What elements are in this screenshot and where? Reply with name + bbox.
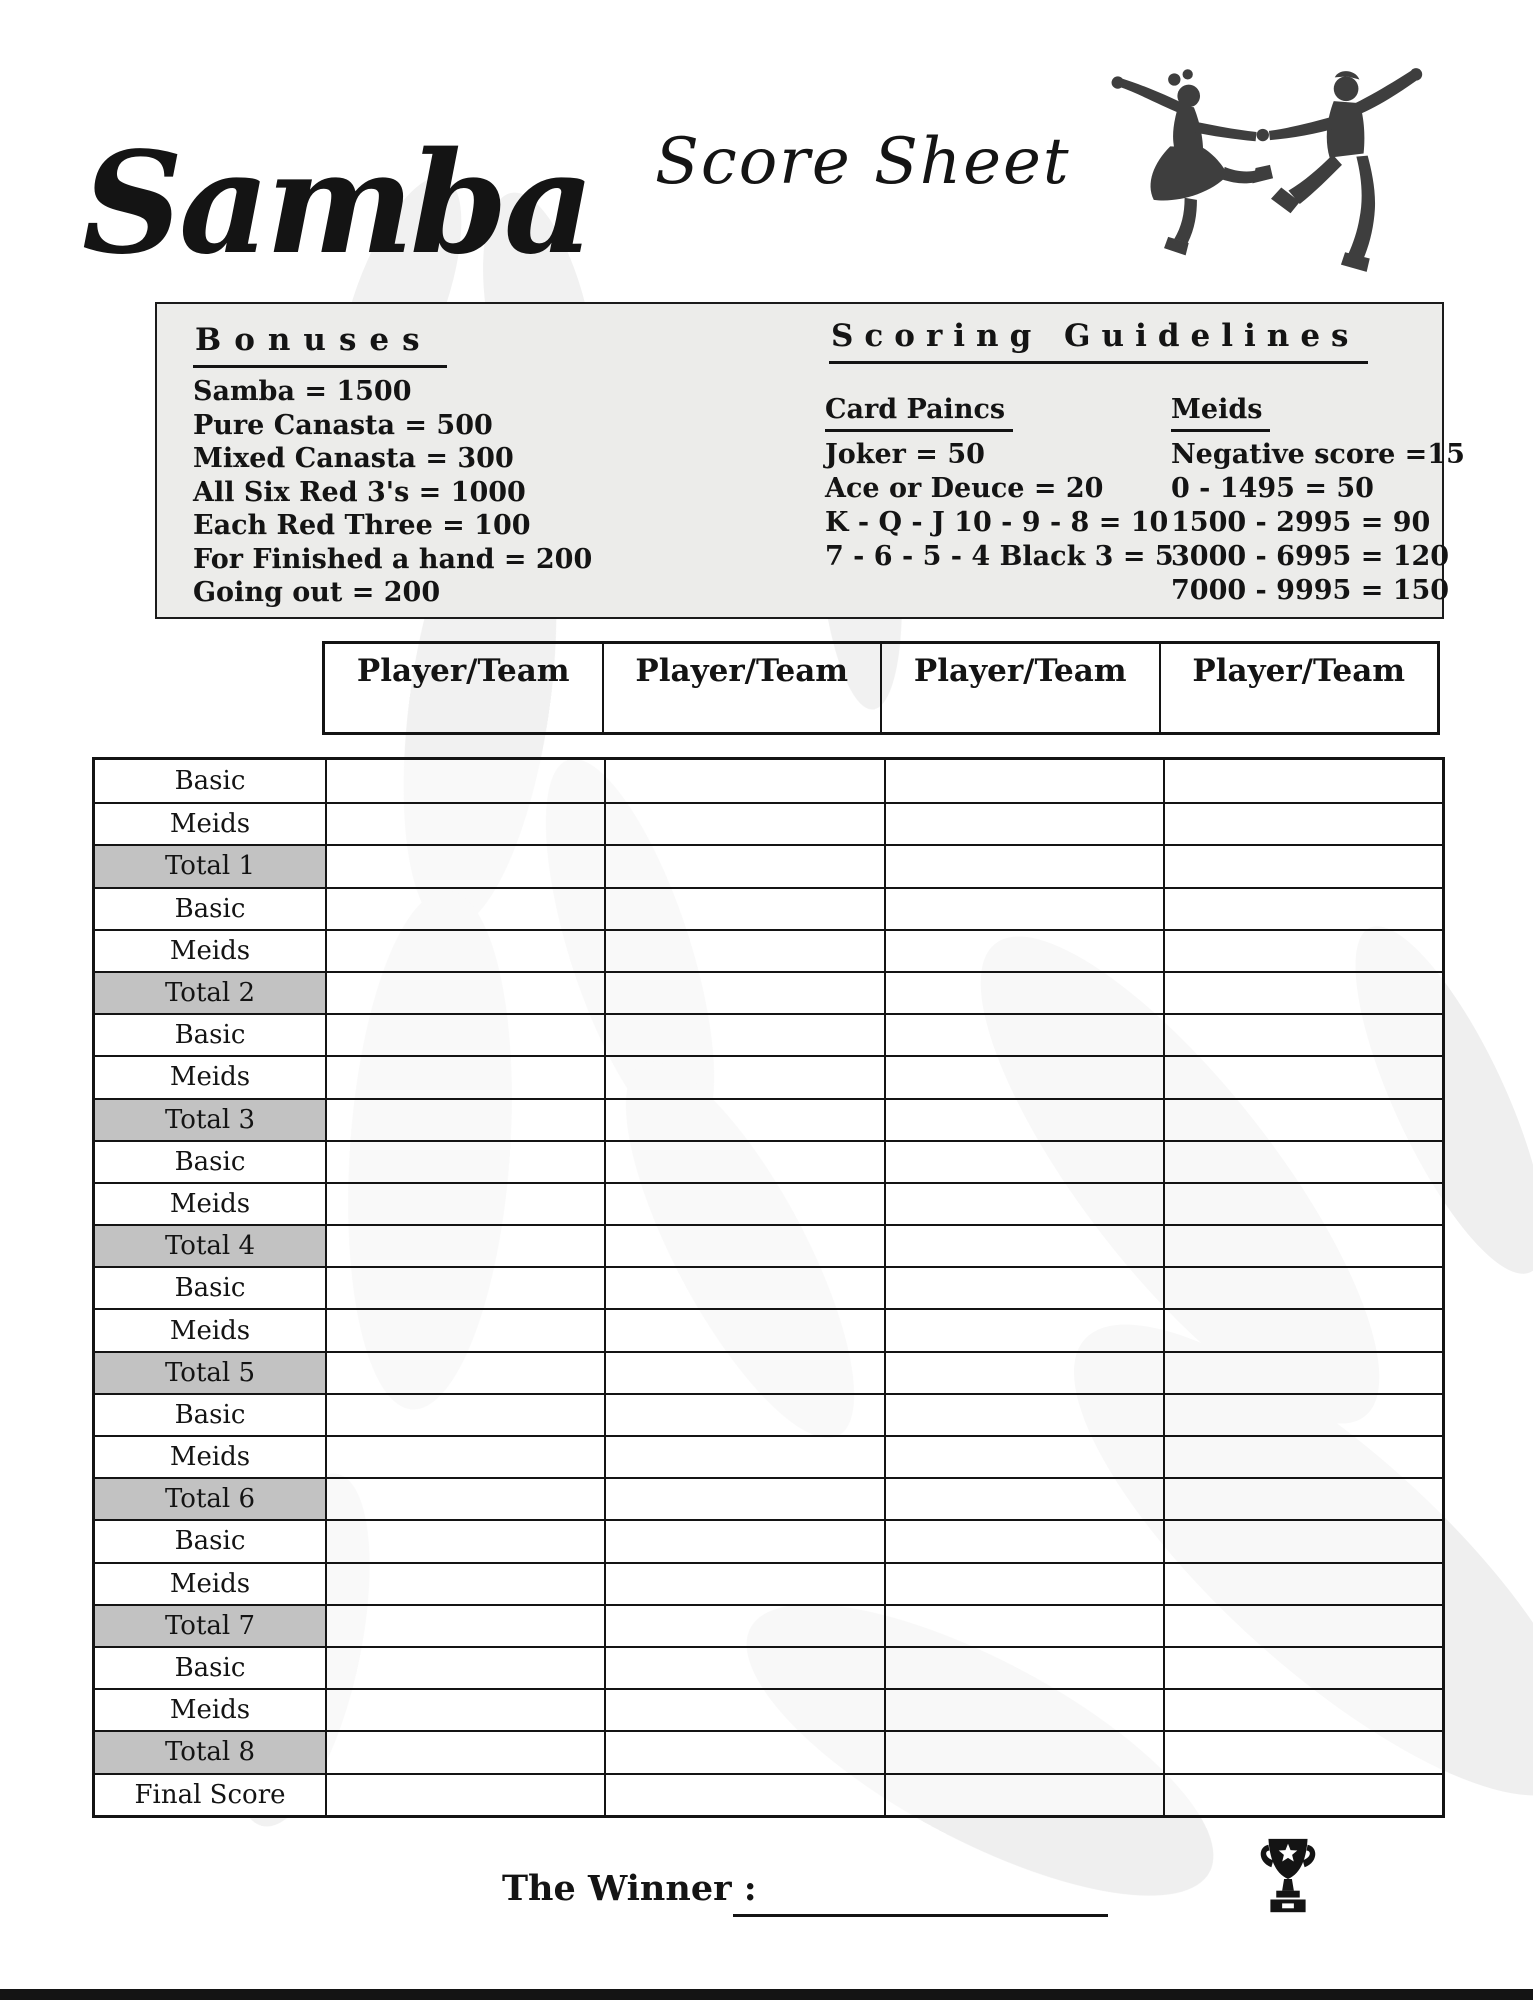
score-cell[interactable]: [325, 1351, 604, 1393]
score-cell[interactable]: [884, 802, 1163, 844]
score-cell[interactable]: [1163, 887, 1442, 929]
player-team-header-cell[interactable]: Player/Team: [880, 644, 1159, 732]
bonus-item: Samba = 1500: [193, 376, 412, 407]
row-label-total: Total 1: [95, 844, 325, 886]
bonus-item: Going out = 200: [193, 577, 441, 608]
row-label-basic: Basic: [95, 1393, 325, 1435]
score-cell[interactable]: [604, 1140, 883, 1182]
bonus-item: For Finished a hand = 200: [193, 543, 593, 575]
score-cell[interactable]: [325, 1435, 604, 1477]
score-cell[interactable]: [884, 1308, 1163, 1350]
score-cell[interactable]: [884, 1055, 1163, 1097]
scoring-guidelines-heading: Scoring Guidelines: [829, 318, 1368, 364]
score-cell[interactable]: [884, 1182, 1163, 1224]
trophy-icon: [1258, 1833, 1318, 1921]
winner-input-line[interactable]: [733, 1878, 1108, 1917]
score-cell[interactable]: [604, 1773, 883, 1815]
score-cell[interactable]: [604, 802, 883, 844]
row-label-basic: Basic: [95, 887, 325, 929]
player-team-header-cell[interactable]: Player/Team: [356, 653, 570, 689]
score-cell[interactable]: [325, 1013, 604, 1055]
score-cell[interactable]: [1163, 1224, 1442, 1266]
score-cell[interactable]: [325, 802, 604, 844]
score-cell[interactable]: [325, 1224, 604, 1266]
score-cell[interactable]: [325, 1519, 604, 1561]
score-cell[interactable]: [884, 929, 1163, 971]
score-cell[interactable]: [604, 1646, 883, 1688]
score-cell[interactable]: [1163, 1773, 1442, 1815]
score-cell[interactable]: [325, 1604, 604, 1646]
score-cell[interactable]: [884, 1773, 1163, 1815]
score-cell[interactable]: [884, 1477, 1163, 1519]
meids-item: 1500 - 2995 = 90: [1171, 507, 1431, 538]
score-cell[interactable]: [604, 971, 883, 1013]
score-cell[interactable]: [325, 1477, 604, 1519]
score-cell[interactable]: [325, 1055, 604, 1097]
meids-column: [1171, 394, 1465, 608]
score-cell[interactable]: [884, 844, 1163, 886]
score-cell[interactable]: [325, 971, 604, 1013]
score-cell[interactable]: [604, 1308, 883, 1350]
score-cell[interactable]: [884, 1604, 1163, 1646]
score-cell[interactable]: [884, 971, 1163, 1013]
score-cell[interactable]: [604, 1266, 883, 1308]
score-cell[interactable]: [604, 1393, 883, 1435]
meids-item: 7000 - 9995 = 150: [1171, 575, 1450, 606]
score-cell[interactable]: [325, 887, 604, 929]
bottom-bar: [0, 1989, 1533, 2000]
score-cell[interactable]: [604, 760, 883, 802]
row-label-basic: Basic: [95, 1013, 325, 1055]
score-cell[interactable]: [1163, 1435, 1442, 1477]
page-title: Samba: [82, 121, 591, 286]
score-cell[interactable]: [1163, 1055, 1442, 1097]
row-label-total: Total 5: [95, 1351, 325, 1393]
row-label-meids: Meids: [95, 1435, 325, 1477]
score-cell[interactable]: [325, 929, 604, 971]
score-cell[interactable]: [325, 1730, 604, 1772]
score-cell[interactable]: [884, 1266, 1163, 1308]
card-point-item: Ace or Deuce = 20: [825, 473, 1104, 504]
score-cell[interactable]: [604, 1688, 883, 1730]
score-cell[interactable]: [1163, 1013, 1442, 1055]
score-cell[interactable]: [884, 1393, 1163, 1435]
score-cell[interactable]: [1163, 760, 1442, 802]
score-cell[interactable]: [325, 760, 604, 802]
score-cell[interactable]: [325, 1098, 604, 1140]
score-cell[interactable]: [325, 1688, 604, 1730]
score-cell[interactable]: [1163, 1266, 1442, 1308]
player-header-row: [322, 641, 1440, 735]
card-points-list: [825, 438, 1174, 574]
card-point-item: Joker = 50: [825, 439, 985, 470]
score-cell[interactable]: [604, 1730, 883, 1772]
row-label-meids: Meids: [95, 1182, 325, 1224]
score-cell[interactable]: [884, 1646, 1163, 1688]
row-label-total: Total 6: [95, 1477, 325, 1519]
score-cell[interactable]: [604, 1477, 883, 1519]
meids-heading: Meids: [1171, 394, 1270, 432]
row-label-total: Total 8: [95, 1730, 325, 1772]
bonuses-heading: Bonuses: [193, 322, 447, 368]
bonuses-list: [193, 375, 592, 610]
row-label-total: Total 7: [95, 1604, 325, 1646]
row-label-meids: Meids: [95, 1562, 325, 1604]
row-label-basic: Basic: [95, 1519, 325, 1561]
score-cell[interactable]: [1163, 1308, 1442, 1350]
row-label-total: Total 3: [95, 1098, 325, 1140]
row-label-total: Total 2: [95, 971, 325, 1013]
row-label-basic: Basic: [95, 1266, 325, 1308]
score-cell[interactable]: [325, 1773, 604, 1815]
score-cell[interactable]: [1163, 1688, 1442, 1730]
dancing-couple-icon: [1105, 62, 1437, 278]
score-cell[interactable]: [884, 887, 1163, 929]
score-cell[interactable]: [884, 760, 1163, 802]
score-cell[interactable]: [884, 1519, 1163, 1561]
meids-item: Negative score =15: [1171, 439, 1465, 470]
score-cell[interactable]: [604, 1604, 883, 1646]
score-cell[interactable]: [325, 1140, 604, 1182]
info-box: [155, 302, 1465, 619]
score-cell[interactable]: [1163, 1604, 1442, 1646]
score-cell[interactable]: [884, 1224, 1163, 1266]
winner-label: The Winner :: [502, 1868, 757, 1909]
card-points-heading: Card Paincs: [825, 394, 1013, 432]
score-cell[interactable]: [1163, 1140, 1442, 1182]
score-cell[interactable]: [604, 1224, 883, 1266]
score-cell[interactable]: [325, 1646, 604, 1688]
row-label-basic: Basic: [95, 1646, 325, 1688]
bonus-item: Pure Canasta = 500: [193, 409, 493, 441]
bonus-item: Mixed Canasta = 300: [193, 443, 514, 474]
row-label-meids: Meids: [95, 1055, 325, 1097]
score-cell[interactable]: [884, 1351, 1163, 1393]
meids-item: 3000 - 6995 = 120: [1171, 541, 1450, 572]
score-cell[interactable]: [884, 1562, 1163, 1604]
score-cell[interactable]: [1163, 1519, 1442, 1561]
row-label-final: Final Score: [95, 1773, 325, 1815]
row-label-meids: Meids: [95, 1308, 325, 1350]
score-cell[interactable]: [325, 1182, 604, 1224]
score-table: [92, 757, 1445, 1818]
score-cell[interactable]: [1163, 1351, 1442, 1393]
score-cell[interactable]: [604, 844, 883, 886]
row-label-meids: Meids: [95, 1688, 325, 1730]
score-cell[interactable]: [604, 1055, 883, 1097]
score-cell[interactable]: [1163, 929, 1442, 971]
score-cell[interactable]: [604, 1013, 883, 1055]
score-cell[interactable]: [604, 929, 883, 971]
score-cell[interactable]: [1163, 971, 1442, 1013]
row-label-basic: Basic: [95, 1140, 325, 1182]
score-cell[interactable]: [604, 1519, 883, 1561]
card-point-item: K - Q - J 10 - 9 - 8 = 10: [825, 507, 1169, 538]
score-cell[interactable]: [1163, 1646, 1442, 1688]
score-cell[interactable]: [325, 1393, 604, 1435]
player-team-header-cell[interactable]: Player/Team: [1159, 644, 1438, 732]
score-cell[interactable]: [325, 1562, 604, 1604]
score-cell[interactable]: [884, 1098, 1163, 1140]
score-cell[interactable]: [1163, 1182, 1442, 1224]
row-label-meids: Meids: [95, 929, 325, 971]
score-cell[interactable]: [325, 844, 604, 886]
score-cell[interactable]: [1163, 844, 1442, 886]
card-points-column: [825, 394, 1174, 608]
score-cell[interactable]: [1163, 1098, 1442, 1140]
player-team-header-cell[interactable]: Player/Team: [602, 644, 881, 732]
row-label-basic: Basic: [95, 760, 325, 802]
score-cell[interactable]: [604, 1562, 883, 1604]
meids-list: [1171, 438, 1465, 608]
score-cell[interactable]: [604, 1435, 883, 1477]
score-cell[interactable]: [884, 1688, 1163, 1730]
meids-item: 0 - 1495 = 50: [1171, 473, 1374, 504]
score-cell[interactable]: [325, 1266, 604, 1308]
score-cell[interactable]: [884, 1013, 1163, 1055]
score-cell[interactable]: [604, 887, 883, 929]
score-cell[interactable]: [884, 1435, 1163, 1477]
card-point-item: 7 - 6 - 5 - 4 Black 3 = 5: [825, 541, 1174, 572]
score-cell[interactable]: [1163, 1477, 1442, 1519]
score-cell[interactable]: [1163, 1393, 1442, 1435]
score-cell[interactable]: [325, 1308, 604, 1350]
bonuses-section: [193, 322, 592, 610]
scoring-guidelines-section: [817, 318, 1465, 608]
bonus-item: All Six Red 3's = 1000: [193, 476, 526, 508]
score-cell[interactable]: [884, 1140, 1163, 1182]
score-cell[interactable]: [884, 1730, 1163, 1772]
page-subtitle: Score Sheet: [655, 125, 1071, 199]
score-cell[interactable]: [604, 1182, 883, 1224]
score-cell[interactable]: [604, 1098, 883, 1140]
bonus-item: Each Red Three = 100: [193, 510, 531, 541]
score-cell[interactable]: [1163, 802, 1442, 844]
row-label-meids: Meids: [95, 802, 325, 844]
row-label-total: Total 4: [95, 1224, 325, 1266]
score-cell[interactable]: [1163, 1562, 1442, 1604]
guidelines-columns: [817, 394, 1465, 608]
score-cell[interactable]: [1163, 1730, 1442, 1772]
score-cell[interactable]: [604, 1351, 883, 1393]
